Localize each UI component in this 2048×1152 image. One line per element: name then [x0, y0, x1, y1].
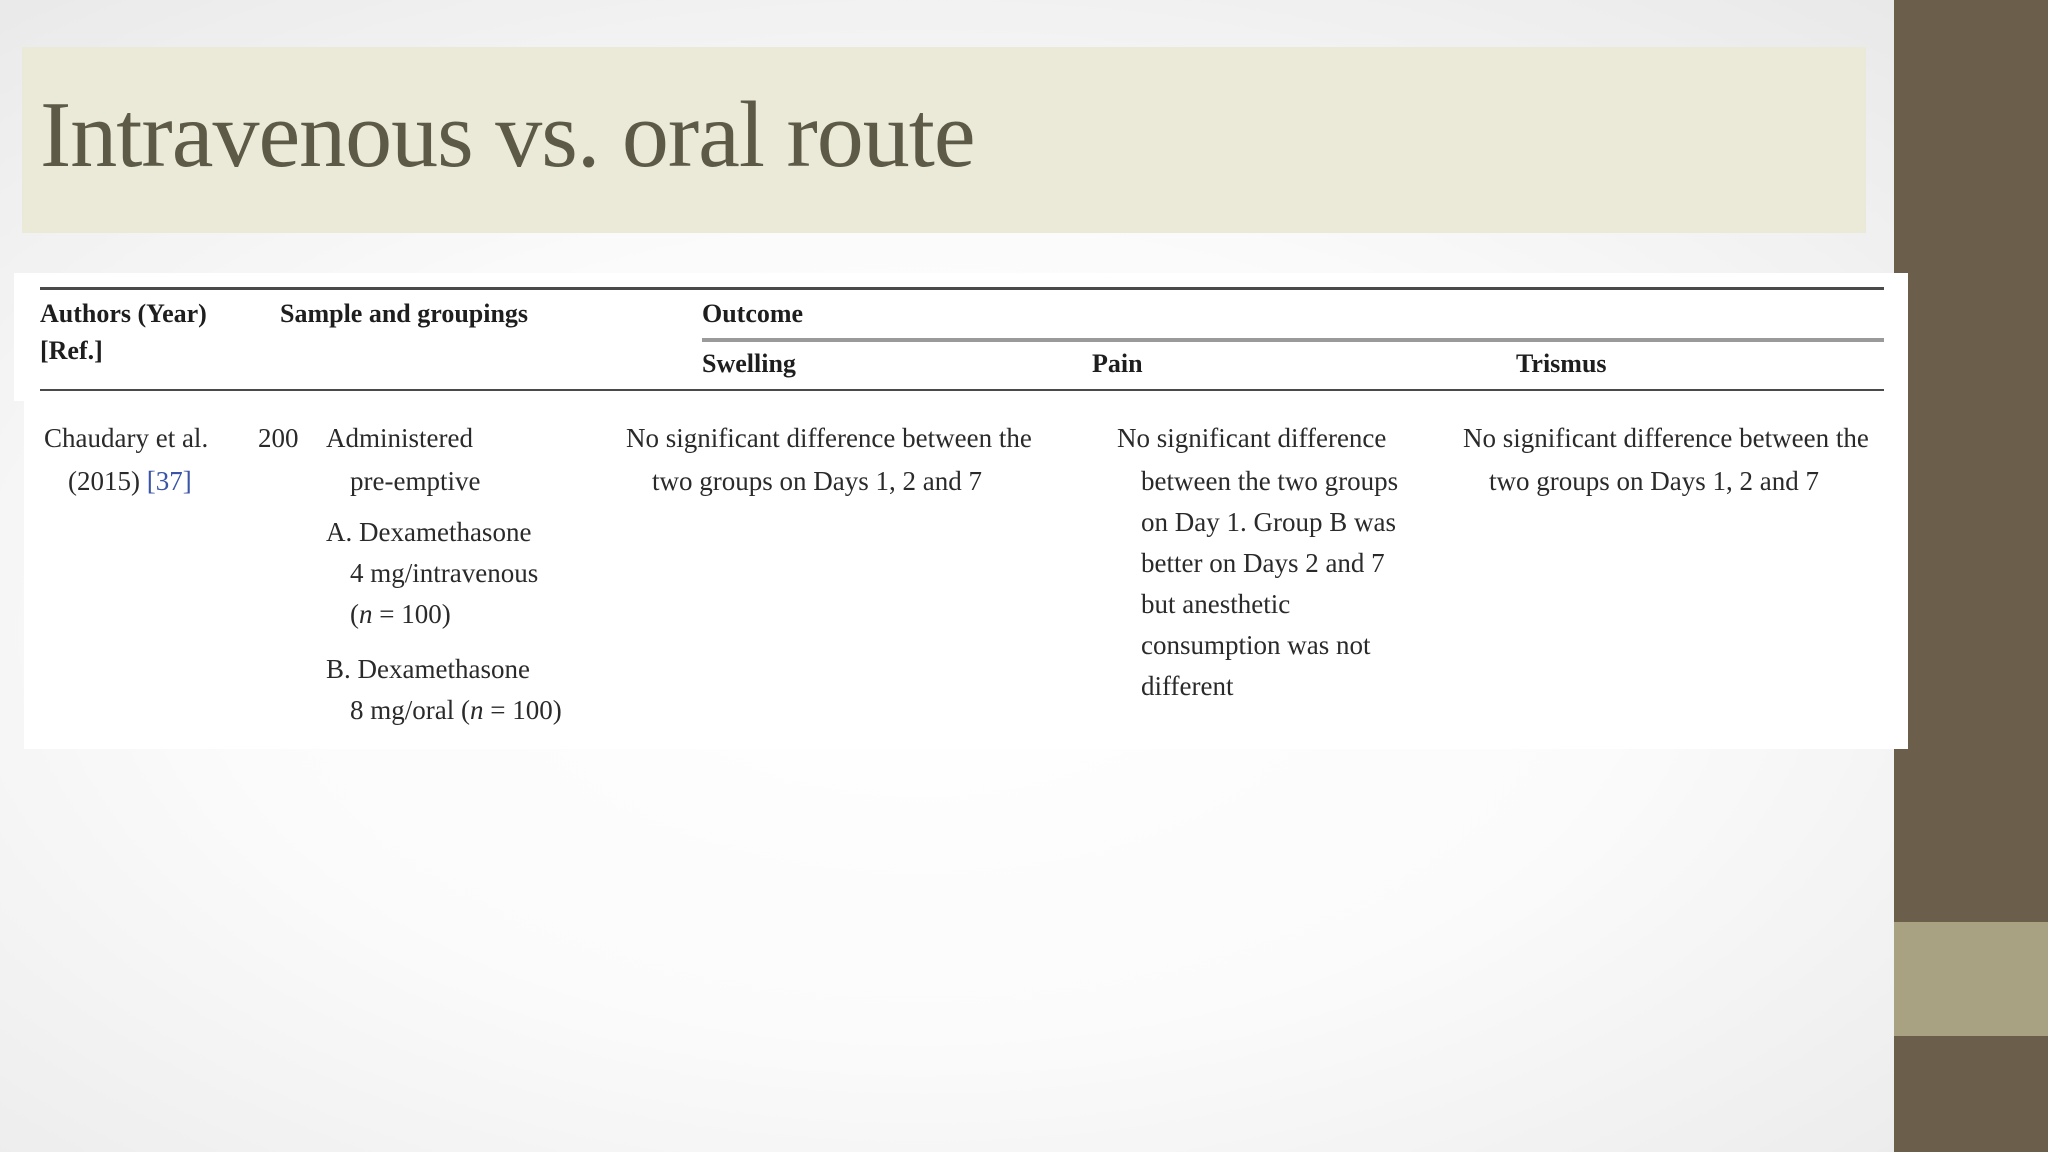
swelling-line-1: No significant difference between the — [626, 423, 1032, 453]
swelling-line-2: two groups on Days 1, 2 and 7 — [652, 466, 982, 496]
group-a-label: A. Dexamethasone — [326, 517, 532, 547]
header-bottom-rule — [40, 389, 1884, 391]
pain-line-5: but anesthetic — [1141, 589, 1291, 619]
group-b-n-value: = 100) — [483, 695, 562, 725]
sample-size: 200 — [258, 423, 299, 453]
group-b-dose — [326, 690, 562, 731]
pain-line-1: No significant difference — [1117, 423, 1387, 453]
pain-line-4: better on Days 2 and 7 — [1141, 548, 1385, 578]
row-trismus — [1463, 418, 1869, 502]
header-swelling: Swelling — [702, 349, 796, 378]
pain-line-6: consumption was not — [1141, 630, 1371, 660]
group-b-dose-text: 8 mg/oral ( — [350, 695, 470, 725]
group-a-n — [326, 594, 562, 635]
header-authors — [40, 293, 207, 371]
row-author — [44, 418, 208, 502]
group-a-dose: 4 mg/intravenous — [350, 558, 539, 588]
table-top-rule — [40, 287, 1884, 290]
header-authors-line1: Authors (Year) — [40, 299, 207, 328]
header-outcome: Outcome — [702, 299, 804, 328]
row-groupings — [326, 418, 562, 731]
row-swelling — [626, 418, 1032, 502]
grouping-intro-1: Administered — [326, 423, 473, 453]
header-sample: Sample and groupings — [280, 299, 529, 328]
grouping-intro-2: pre-emptive — [350, 466, 481, 496]
pain-line-7: different — [1141, 671, 1234, 701]
header-trismus: Trismus — [1516, 349, 1607, 378]
outcome-rule — [702, 338, 1884, 342]
reference-link[interactable]: [37] — [146, 466, 192, 496]
pain-line-2: between the two groups — [1141, 466, 1399, 496]
author-year-ref — [44, 461, 208, 502]
trismus-line-1: No significant difference between the — [1463, 423, 1869, 453]
right-accent-block — [1894, 922, 2048, 1036]
row-pain — [1117, 418, 1398, 707]
group-b-n-var: n — [469, 695, 484, 725]
trismus-line-2: two groups on Days 1, 2 and 7 — [1489, 466, 1819, 496]
group-a-n-open: ( — [350, 599, 359, 629]
pain-line-3: on Day 1. Group B was — [1141, 507, 1396, 537]
header-pain: Pain — [1092, 349, 1143, 378]
group-a-n-var: n — [359, 599, 373, 629]
header-authors-line2: [Ref.] — [40, 336, 103, 365]
author-year: (2015) — [68, 466, 140, 496]
group-b-label: B. Dexamethasone — [326, 654, 530, 684]
slide-title: Intravenous vs. oral route — [40, 83, 975, 187]
author-name: Chaudary et al. — [44, 423, 209, 453]
group-a-n-value: = 100) — [372, 599, 451, 629]
